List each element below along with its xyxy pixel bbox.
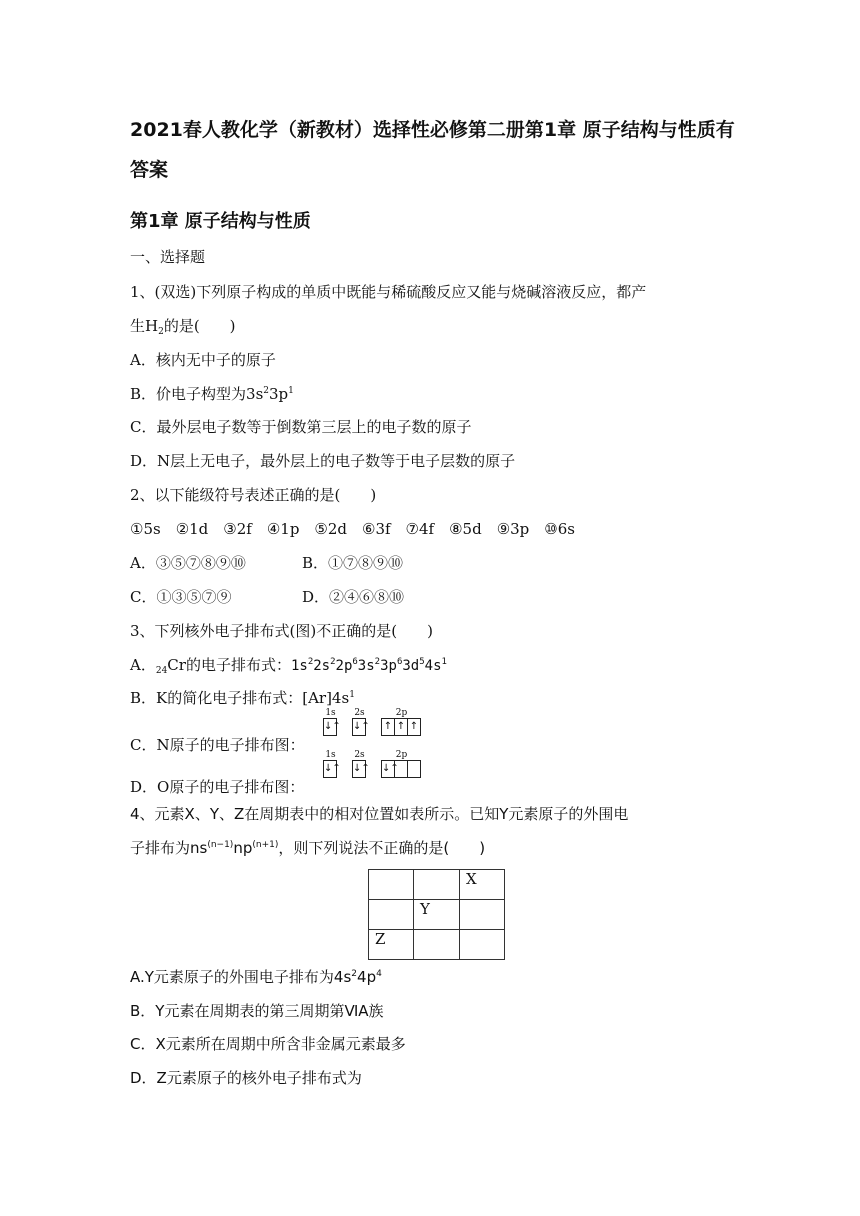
config-subshell: 3d (402, 658, 420, 674)
config-electron-count: 2 (307, 657, 314, 667)
o-2p-box-3 (407, 760, 421, 778)
table-cell (369, 870, 414, 900)
q2-option-b: B．①⑦⑧⑨⑩ (302, 554, 404, 572)
document-title: 2021春人教化学（新教材）选择性必修第二册第1章 原子结构与性质有答案 (130, 119, 735, 181)
n-2s-box: ↓↑ (352, 718, 366, 736)
config-electron-count: 6 (396, 657, 403, 667)
periodic-position-table (368, 869, 505, 960)
cr-config (291, 658, 447, 674)
config-subshell: 3s (357, 658, 375, 674)
section-heading: 一、选择题 (130, 248, 206, 266)
q2-list: ①5s ②1d ③2f ④1p ⑤2d ⑥3f ⑦4f ⑧5d ⑨3p ⑩6s (130, 520, 575, 538)
config-electron-count: 1 (441, 657, 447, 667)
o-2p-box-2 (394, 760, 408, 778)
q4-option-a: A.Y元素原子的外围电子排布为$4s^24p^4$ (130, 968, 382, 986)
table-cell (414, 930, 460, 960)
orbital-label-2p: 2p (395, 750, 408, 760)
q3-option-b: B．K的简化电子排布式：$[Ar]4s^1$ (130, 689, 355, 707)
table-cell: Z (369, 930, 414, 960)
q4-option-d: D．Z元素原子的核外电子排布式为 (130, 1069, 362, 1087)
config-electron-count: 2 (330, 657, 336, 667)
q3-stem: 3、下列核外电子排布式(图)不正确的是( ) (130, 622, 433, 640)
config-subshell: 4s (424, 658, 442, 674)
q2-option-d: D．②④⑥⑧⑩ (302, 588, 405, 606)
chapter-heading: 第1章 原子结构与性质 (130, 211, 311, 232)
orbital-label-2s: 2s (354, 708, 365, 718)
q4-stem-line1: 4、元素X、Y、Z在周期表中的相对位置如表所示。已知Y元素原子的外围电 (130, 805, 629, 823)
n-2p-box-1: ↑ (381, 718, 395, 736)
q2-option-a: A．③⑤⑦⑧⑨⑩ (130, 554, 246, 572)
q1-option-a: A．核内无中子的原子 (130, 351, 276, 369)
config-subshell: 3p (380, 658, 397, 674)
table-row (369, 930, 505, 960)
q4-option-b: B．Y元素在周期表的第三周期第ⅥA族 (130, 1002, 384, 1020)
n-2p-box-2: ↑ (394, 718, 408, 736)
table-cell (414, 870, 460, 900)
o-2s-box: ↓↑ (352, 760, 366, 778)
n-1s-box: ↓↑ (323, 718, 337, 736)
table-cell: Y (414, 900, 460, 930)
q1-option-c: C．最外层电子数等于倒数第三层上的电子数的原子 (130, 418, 472, 436)
table-cell (460, 930, 505, 960)
q2-stem: 2、以下能级符号表述正确的是( ) (130, 486, 377, 504)
config-electron-count: 6 (352, 657, 358, 667)
q1-stem-line2: 生$H_2$的是( ) (130, 317, 236, 337)
o-2p-box-1: ↓↑ (381, 760, 395, 778)
q4-stem-line2: 子排布为$ns^{(n-1)}np^{(n+1)}$，则下列说法不正确的是( ) (130, 839, 486, 857)
q1-option-b: B．价电子构型为$3s^23p^1$ (130, 385, 294, 403)
q1-option-d: D．N层上无电子，最外层上的电子数等于电子层数的原子 (130, 452, 516, 470)
table-row (369, 900, 505, 930)
q4-option-c: C．X元素所在周期中所含非金属元素最多 (130, 1035, 406, 1053)
table-row (369, 870, 505, 900)
orbital-label-1s: 1s (325, 708, 336, 718)
n-orbital-diagram (322, 708, 432, 752)
q3-option-d: D．O原子的电子排布图： (130, 778, 305, 796)
q2-option-c: C．①③⑤⑦⑨ (130, 588, 232, 606)
n-2p-box-3: ↑ (407, 718, 421, 736)
config-electron-count: 2 (374, 657, 381, 667)
table-cell (369, 900, 414, 930)
table-cell: X (460, 870, 505, 900)
table-cell (460, 900, 505, 930)
o-orbital-diagram (322, 750, 432, 794)
q1-stem-line1: 1、(双选)下列原子构成的单质中既能与稀硫酸反应又能与烧碱溶液反应，都产 (130, 283, 647, 301)
orbital-label-2p: 2p (395, 708, 408, 718)
q3-option-a: A．$_{24}$Cr的电子排布式：$1s^22s^22p^63s^23p^63d^54s^1$ (130, 656, 447, 676)
o-1s-box: ↓↑ (323, 760, 337, 778)
config-subshell: 2p (335, 658, 353, 674)
q3-option-c: C．N原子的电子排布图： (130, 736, 305, 754)
config-subshell: 1s (290, 658, 308, 674)
config-subshell: 2s (313, 658, 331, 674)
orbital-label-1s: 1s (325, 750, 336, 760)
orbital-label-2s: 2s (354, 750, 365, 760)
config-electron-count: 5 (419, 657, 425, 667)
